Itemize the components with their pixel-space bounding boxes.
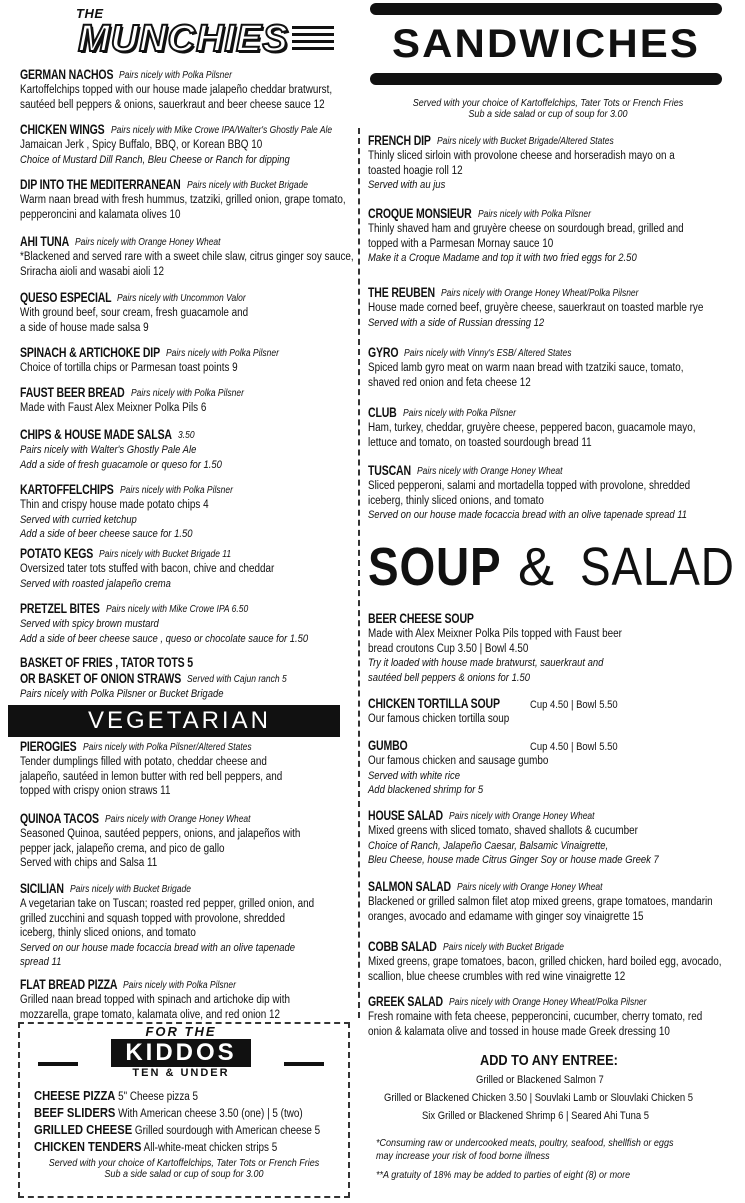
munchies-item-description: a side of house made salsa 9 bbox=[20, 321, 149, 334]
soup-salad-item-note: Add blackened shrimp for 5 bbox=[368, 784, 484, 796]
munchies-item-name: GERMAN NACHOS bbox=[20, 67, 114, 82]
vegetarian-item bbox=[20, 812, 346, 871]
soup-salad-item-name: SALMON SALAD bbox=[368, 879, 451, 894]
munchies-item-description: Made with Faust Alex Meixner Polka Pils 6 bbox=[20, 402, 207, 414]
vegetarian-item-description: Served with chips and Salsa 11 bbox=[20, 857, 158, 869]
munchies-item-name: AHI TUNA bbox=[20, 234, 70, 249]
sandwich-item-pairing: Pairs nicely with Polka Pilsner bbox=[402, 408, 516, 419]
sandwich-item-description: Thinly sliced sirloin with provolone cheese and horseradish mayo on a bbox=[368, 150, 675, 162]
munchies-item-header bbox=[20, 345, 279, 361]
soup-salad-item-name: GUMBO bbox=[368, 738, 408, 753]
vegetarian-item-name: SICILIAN bbox=[20, 881, 64, 896]
vegetarian-item-note: spread 11 bbox=[20, 956, 62, 968]
soup-salad-item-name: CHICKEN TORTILLA SOUP bbox=[368, 696, 500, 711]
sandwich-item-header bbox=[368, 464, 743, 479]
munchies-item-pairing: Pairs nicely with Uncommon Valor bbox=[117, 293, 247, 304]
vegetarian-item-description: topped with crispy onion straws 11 bbox=[20, 785, 171, 797]
munchies-item-pairing: Pairs nicely with Bucket Brigade bbox=[186, 180, 308, 191]
vegetarian-item-note: Served on our house made focaccia bread with an olive tapenade bbox=[20, 941, 296, 954]
vegetarian-item-pairing: Pairs nicely with Polka Pilsner/Altered States bbox=[82, 742, 252, 753]
add-entree-line: Grilled or Blackened Salmon 7 bbox=[476, 1074, 604, 1086]
footnote-gratuity: **A gratuity of 18% may be added to parties of eight (8) or more bbox=[376, 1169, 631, 1181]
sandwich-item-description: toasted hoagie roll 12 bbox=[368, 164, 463, 177]
soup-salad-item-description: Mixed greens, grape tomatoes, bacon, grilled chicken, hard boiled egg, avocado, bbox=[368, 956, 722, 968]
sandwich-item-description: lettuce and tomato, on toasted sourdough bread 11 bbox=[368, 436, 592, 449]
munchies-item bbox=[20, 671, 287, 702]
vegetarian-item-description: A vegetarian take on Tuscan; roasted red pepper, grilled onion, and bbox=[20, 898, 315, 910]
soup-salad-item-description: Blackened or grilled salmon filet atop mixed greens, grape tomatoes, mandarin bbox=[368, 896, 713, 908]
vegetarian-item-description: pepper jack, jalapeño crema, and pico de gallo bbox=[20, 842, 225, 855]
sandwich-item-name: TUSCAN bbox=[368, 463, 411, 478]
soup-salad-item-pairing: Pairs nicely with Orange Honey Wheat bbox=[448, 811, 595, 822]
vegetarian-item-description: Seasoned Quinoa, sautéed peppers, onions, and jalapeños with bbox=[20, 828, 301, 840]
soup-salad-item-note: Bleu Cheese, house made Citrus Ginger Soy or house made Greek 7 bbox=[368, 854, 659, 866]
sandwich-item-note: Served with a side of Russian dressing 12 bbox=[368, 316, 545, 329]
kiddos-item-description: With American cheese 3.50 (one) | 5 (two) bbox=[115, 1108, 303, 1120]
sandwich-item-note: Served on our house made focaccia bread with an olive tapenade spread 11 bbox=[368, 509, 688, 521]
vegetarian-item-description: mozzarella, grape tomato, kalamata olive, and red onion 12 bbox=[20, 1008, 281, 1021]
soup-salad-item-name: HOUSE SALAD bbox=[368, 808, 443, 823]
soup-salad-item-name: COBB SALAD bbox=[368, 939, 437, 954]
munchies-item-header bbox=[20, 123, 334, 138]
munchies-item bbox=[20, 428, 255, 472]
munchies-item bbox=[20, 68, 383, 112]
soup-salad-item-note: Served with white rice bbox=[368, 769, 461, 782]
soup-salad-item-header bbox=[368, 809, 706, 824]
munchies-logo-the: THE bbox=[76, 6, 104, 21]
vegetarian-banner bbox=[8, 705, 340, 737]
sandwich-item-description: topped with a Parmesan Mornay sauce 10 bbox=[368, 237, 554, 250]
munchies-item-note: Add a side of beer cheese sauce , queso or chocolate sauce for 1.50 bbox=[20, 632, 309, 645]
munchies-item-header bbox=[20, 428, 255, 443]
munchies-item-name: OR BASKET OF ONION STRAWS bbox=[20, 671, 182, 686]
banner-bar-top bbox=[370, 3, 722, 15]
vegetarian-item-pairing: Pairs nicely with Orange Honey Wheat bbox=[104, 814, 251, 825]
soup-salad-item bbox=[368, 940, 745, 984]
sandwich-item-description: House made corned beef, gruyère cheese, sauerkraut on toasted marble rye bbox=[368, 302, 704, 314]
vegetarian-item-description: Grilled naan bread topped with spinach and artichoke dip with bbox=[20, 994, 290, 1006]
sandwich-item-pairing: Pairs nicely with Polka Pilsner bbox=[477, 209, 591, 220]
footnote-raw-2: may increase your risk of food borne illness bbox=[376, 1150, 550, 1162]
sandwich-item bbox=[368, 134, 725, 193]
munchies-item-description: Warm naan bread with fresh hummus, tzatziki, grilled onion, grape tomato, bbox=[20, 194, 346, 206]
add-entree-line: Grilled or Blackened Chicken 3.50 | Souvlaki Lamb or Slouvlaki Chicken 5 bbox=[384, 1092, 694, 1104]
munchies-item-header bbox=[20, 68, 383, 83]
munchies-item-name: PRETZEL BITES bbox=[20, 601, 100, 616]
munchies-item-header bbox=[20, 656, 242, 671]
sandwich-item-pairing: Pairs nicely with Bucket Brigade/Altered States bbox=[436, 136, 614, 147]
soup-salad-item-note: Choice of Ranch, Jalapeño Caesar, Balsamic Vinaigrette, bbox=[368, 839, 609, 852]
munchies-item-note: Add a side of beer cheese sauce for 1.50 bbox=[20, 528, 193, 540]
sandwich-item bbox=[368, 207, 735, 266]
sandwich-item-note: Make it a Croque Madame and top it with two fried eggs for 2.50 bbox=[368, 252, 637, 264]
sandwich-item-name: FRENCH DIP bbox=[368, 133, 431, 148]
soup-salad-item-pairing: Pairs nicely with Orange Honey Wheat bbox=[456, 882, 603, 893]
kiddos-item bbox=[34, 1088, 198, 1103]
munchies-item-pairing: Pairs nicely with Polka Pilsner bbox=[119, 485, 233, 496]
kiddos-item-name: CHICKEN TENDERS bbox=[34, 1139, 142, 1154]
banner-bar-bottom bbox=[370, 73, 722, 85]
munchies-item bbox=[20, 235, 408, 279]
kiddos-logo bbox=[82, 1024, 280, 1086]
munchies-item bbox=[20, 385, 244, 416]
soup-salad-item bbox=[368, 738, 618, 798]
kiddos-item-name: GRILLED CHEESE bbox=[34, 1122, 133, 1137]
sandwich-item bbox=[368, 406, 745, 450]
kiddos-subtitle: TEN & UNDER bbox=[132, 1067, 230, 1079]
add-entree-title: ADD TO ANY ENTREE: bbox=[480, 1052, 618, 1069]
munchies-item bbox=[20, 547, 316, 591]
munchies-item-description: sautéed bell peppers & onions, sauerkraut and beer cheese sauce 12 bbox=[20, 98, 325, 111]
kiddos-line-right bbox=[284, 1062, 324, 1066]
munchies-item bbox=[20, 656, 242, 671]
kiddos-item-description: 5" Cheese pizza 5 bbox=[115, 1091, 199, 1103]
munchies-item-header bbox=[20, 602, 355, 617]
ampersand: & bbox=[518, 537, 555, 597]
kiddos-item-name: BEEF SLIDERS bbox=[34, 1105, 116, 1120]
munchies-item bbox=[20, 291, 285, 335]
sandwich-item-description: shaved red onion and feta cheese 12 bbox=[368, 376, 531, 389]
munchies-item bbox=[20, 123, 334, 167]
kiddos-title: KIDDOS bbox=[111, 1039, 250, 1067]
munchies-item-description: Thin and crispy house made potato chips 4 bbox=[20, 499, 209, 511]
soup-salad-item bbox=[368, 995, 745, 1039]
munchies-item-description: With ground beef, sour cream, fresh guacamole and bbox=[20, 307, 249, 319]
sandwich-item-description: Spiced lamb gyro meat on warm naan bread with tzatziki sauce, tomato, bbox=[368, 362, 684, 374]
munchies-item-name: CHICKEN WINGS bbox=[20, 122, 105, 137]
soup-salad-item-description: onion & kalamata olive and tossed in house made Greek dressing 10 bbox=[368, 1025, 670, 1038]
kiddos-line-left bbox=[38, 1062, 78, 1066]
soup-item-price: Cup 4.50 | Bowl 5.50 bbox=[530, 741, 618, 753]
kiddos-item bbox=[34, 1139, 277, 1154]
sandwich-item bbox=[368, 346, 735, 390]
munchies-item-name: DIP INTO THE MEDITERRANEAN bbox=[20, 177, 181, 192]
vegetarian-item-header bbox=[20, 978, 334, 993]
munchies-item bbox=[20, 602, 355, 646]
soup-salad-item-description: scallion, blue cheese crumbles with red wine vinaigrette 12 bbox=[368, 970, 626, 983]
sandwich-item-pairing: Pairs nicely with Orange Honey Wheat bbox=[416, 466, 563, 477]
kiddos-item-name: CHEESE PIZZA bbox=[34, 1088, 116, 1103]
munchies-item-description: Sriracha aioli and wasabi aioli 12 bbox=[20, 265, 165, 278]
munchies-item-name: BASKET OF FRIES , TATOR TOTS 5 bbox=[20, 655, 193, 670]
soup-salad-item-name: GREEK SALAD bbox=[368, 994, 443, 1009]
soup-salad-item-pairing: Pairs nicely with Bucket Brigade bbox=[442, 942, 564, 953]
vegetarian-item-pairing: Pairs nicely with Polka Pilsner bbox=[123, 980, 237, 991]
kiddos-item bbox=[34, 1105, 303, 1120]
footnote-raw-1: *Consuming raw or undercooked meats, poultry, seafood, shellfish or eggs bbox=[376, 1137, 674, 1149]
sandwich-item bbox=[368, 464, 743, 523]
soup-salad-item bbox=[368, 809, 706, 868]
munchies-item-pairing: Pairs nicely with Orange Honey Wheat bbox=[75, 237, 221, 248]
kiddos-note: Served with your choice of Kartoffelchips, Tater Tots or French Fries Sub a side salad or cup of soup for 3.00 bbox=[48, 1158, 320, 1180]
munchies-item-header bbox=[20, 178, 399, 193]
salad-word: SALAD bbox=[580, 537, 735, 597]
vegetarian-item-header bbox=[20, 882, 362, 897]
munchies-item-description: Choice of tortilla chips or Parmesan toast points 9 bbox=[20, 362, 238, 374]
munchies-item-description: Kartoffelchips topped with our house made jalapeño cheddar bratwurst, bbox=[20, 84, 333, 96]
soup-salad-item-description: oranges, avocado and edamame with ginger soy vinaigrette 15 bbox=[368, 910, 644, 923]
munchies-item-name: FAUST BEER BREAD bbox=[20, 385, 125, 400]
munchies-item-note: Served with roasted jalapeño crema bbox=[20, 577, 171, 590]
sandwich-item-header bbox=[368, 207, 735, 222]
vegetarian-item-header bbox=[20, 812, 346, 827]
munchies-item-pairing: Pairs nicely with Mike Crowe IPA/Walter's Ghostly Pale Ale bbox=[110, 125, 332, 136]
soup-salad-item-note: sautéed bell peppers & onions for 1.50 bbox=[368, 671, 530, 684]
munchies-item-header bbox=[20, 483, 239, 498]
sandwich-item-name: GYRO bbox=[368, 345, 399, 360]
soup-salad-item-description: Mixed greens with sliced tomato, shaved shallots & cucumber bbox=[368, 825, 638, 837]
munchies-logo bbox=[72, 4, 334, 62]
sandwich-item-description: Sliced pepperoni, salami and mortadella topped with provolone, shredded bbox=[368, 480, 691, 492]
soup-salad-item-description: Fresh romaine with feta cheese, pepperoncini, cucumber, cherry tomato, red bbox=[368, 1011, 703, 1023]
vegetarian-item-description: Tender dumplings filled with potato, cheddar cheese and bbox=[20, 756, 267, 768]
munchies-item-description: pepperoncini and kalamata olives 10 bbox=[20, 208, 181, 221]
sandwich-item-note: Served with au jus bbox=[368, 179, 446, 191]
vegetarian-item-name: PIEROGIES bbox=[20, 739, 77, 754]
sandwiches-title: SANDWICHES bbox=[391, 22, 701, 66]
soup-salad-item-pairing: Pairs nicely with Orange Honey Wheat/Polka Pilsner bbox=[448, 997, 647, 1008]
sandwich-item bbox=[368, 286, 745, 330]
munchies-item-name: POTATO KEGS bbox=[20, 546, 94, 561]
kiddos-item-description: Grilled sourdough with American cheese 5 bbox=[132, 1125, 321, 1137]
sandwiches-banner bbox=[370, 3, 722, 91]
vegetarian-item-description: iceberg, thinly sliced onions, and tomato bbox=[20, 927, 196, 939]
soup-salad-item-description: Made with Alex Meixner Polka Pils topped with Faust beer bbox=[368, 628, 622, 640]
vegetarian-item-header bbox=[20, 740, 325, 755]
sandwich-item-description: Thinly shaved ham and gruyère cheese on sourdough bread, grilled and bbox=[368, 223, 684, 235]
vegetarian-item-pairing: Pairs nicely with Bucket Brigade bbox=[69, 884, 191, 895]
vegetarian-item bbox=[20, 740, 325, 799]
sandwich-item-pairing: Pairs nicely with Orange Honey Wheat/Polka Pilsner bbox=[440, 288, 639, 299]
munchies-item bbox=[20, 483, 239, 542]
sandwiches-note: Served with your choice of Kartoffelchips, Tater Tots or French Fries Sub a side salad or cup of soup for 3.00 bbox=[412, 98, 684, 120]
munchies-item-note: Choice of Mustard Dill Ranch, Bleu Cheese or Ranch for dipping bbox=[20, 153, 290, 166]
kiddos-for-the: FOR THE bbox=[145, 1024, 217, 1039]
soup-salad-item-header bbox=[368, 697, 537, 712]
soup-salad-item-note: Try it loaded with house made bratwurst, sauerkraut and bbox=[368, 657, 604, 669]
soup-salad-item-description: Our famous chicken tortilla soup bbox=[368, 713, 510, 725]
sandwich-item-name: CROQUE MONSIEUR bbox=[368, 206, 472, 221]
munchies-item-header bbox=[20, 235, 408, 250]
munchies-item-header bbox=[20, 547, 316, 562]
munchies-item-pairing: Pairs nicely with Mike Crowe IPA 6.50 bbox=[105, 604, 248, 615]
munchies-item-note: Pairs nicely with Walter's Ghostly Pale Ale bbox=[20, 444, 197, 456]
munchies-item-name: QUESO ESPECIAL bbox=[20, 290, 112, 305]
munchies-item-note: Served with curried ketchup bbox=[20, 513, 137, 526]
sandwich-item-header bbox=[368, 286, 745, 301]
soup-salad-item-description: Our famous chicken and sausage gumbo bbox=[368, 755, 549, 767]
munchies-item-name: KARTOFFELCHIPS bbox=[20, 482, 114, 497]
vegetarian-item-name: FLAT BREAD PIZZA bbox=[20, 977, 118, 992]
munchies-logo-lines bbox=[292, 26, 334, 54]
sandwich-item-header bbox=[368, 134, 725, 149]
vegetarian-item-description: jalapeño, sautéed in lemon butter with red bell peppers, and bbox=[20, 770, 283, 783]
soup-salad-item-description: bread croutons Cup 3.50 | Bowl 4.50 bbox=[368, 642, 529, 655]
soup-salad-item-header bbox=[368, 880, 745, 895]
munchies-item-description: Jamaican Jerk , Spicy Buffalo, BBQ, or Korean BBQ 10 bbox=[20, 139, 263, 151]
munchies-item-note: Pairs nicely with Polka Pilsner or Bucket Brigade bbox=[20, 688, 224, 700]
munchies-item-name: CHIPS & HOUSE MADE SALSA bbox=[20, 427, 172, 442]
munchies-item bbox=[20, 178, 399, 222]
sandwich-item-name: CLUB bbox=[368, 405, 397, 420]
soup-salad-item-header bbox=[368, 940, 745, 955]
vegetarian-item-description: grilled zucchini and squash topped with provolone, shredded bbox=[20, 912, 286, 925]
munchies-item-pairing: Pairs nicely with Polka Pilsner bbox=[119, 70, 233, 81]
add-entree-line: Six Grilled or Blackened Shrimp 6 | Seared Ahi Tuna 5 bbox=[422, 1110, 649, 1122]
munchies-item-pairing: 3.50 bbox=[177, 430, 195, 441]
vegetarian-item-name: QUINOA TACOS bbox=[20, 811, 99, 826]
soup-word: SOUP bbox=[368, 537, 502, 597]
kiddos-item-description: All-white-meat chicken strips 5 bbox=[141, 1142, 278, 1154]
soup-salad-item-header bbox=[368, 612, 663, 627]
munchies-item-header bbox=[20, 671, 287, 687]
munchies-item-pairing: Pairs nicely with Polka Pilsner bbox=[165, 348, 279, 359]
vegetarian-item bbox=[20, 882, 362, 970]
soup-salad-item-name: BEER CHEESE SOUP bbox=[368, 611, 474, 626]
munchies-item-pairing: Served with Cajun ranch 5 bbox=[187, 674, 287, 685]
sandwich-item-header bbox=[368, 346, 735, 361]
munchies-item-pairing: Pairs nicely with Bucket Brigade 11 bbox=[99, 549, 232, 560]
munchies-item bbox=[20, 345, 279, 376]
munchies-item-note: Served with spicy brown mustard bbox=[20, 618, 159, 630]
munchies-item-pairing: Pairs nicely with Polka Pilsner bbox=[130, 388, 244, 399]
vegetarian-item bbox=[20, 978, 334, 1022]
soup-salad-item bbox=[368, 612, 663, 685]
munchies-item-header bbox=[20, 291, 285, 306]
munchies-item-header bbox=[20, 385, 244, 401]
soup-salad-item-header bbox=[368, 995, 745, 1010]
soup-salad-title bbox=[368, 536, 735, 610]
sandwich-item-header bbox=[368, 406, 745, 421]
sandwich-item-name: THE REUBEN bbox=[368, 285, 435, 300]
soup-salad-item bbox=[368, 696, 618, 727]
kiddos-item bbox=[34, 1122, 320, 1137]
soup-item-price: Cup 4.50 | Bowl 5.50 bbox=[530, 699, 618, 711]
sandwich-item-description: iceberg, thinly sliced onions, and tomato bbox=[368, 494, 544, 507]
sandwich-item-description: Ham, turkey, cheddar, gruyère cheese, peppered bacon, guacamole mayo, bbox=[368, 422, 696, 434]
soup-salad-item bbox=[368, 880, 745, 924]
munchies-item-description: *Blackened and served rare with a sweet chile slaw, citrus ginger soy sauce, bbox=[20, 251, 354, 263]
munchies-item-description: Oversized tater tots stuffed with bacon, chive and cheddar bbox=[20, 563, 275, 575]
sandwich-item-pairing: Pairs nicely with Vinny's ESB/ Altered States bbox=[404, 348, 572, 359]
vegetarian-title: VEGETARIAN bbox=[88, 707, 271, 734]
munchies-item-note: Add a side of fresh guacamole or queso for 1.50 bbox=[20, 458, 222, 471]
munchies-item-name: SPINACH & ARTICHOKE DIP bbox=[20, 345, 160, 360]
munchies-logo-word: MUNCHIES bbox=[78, 18, 289, 60]
